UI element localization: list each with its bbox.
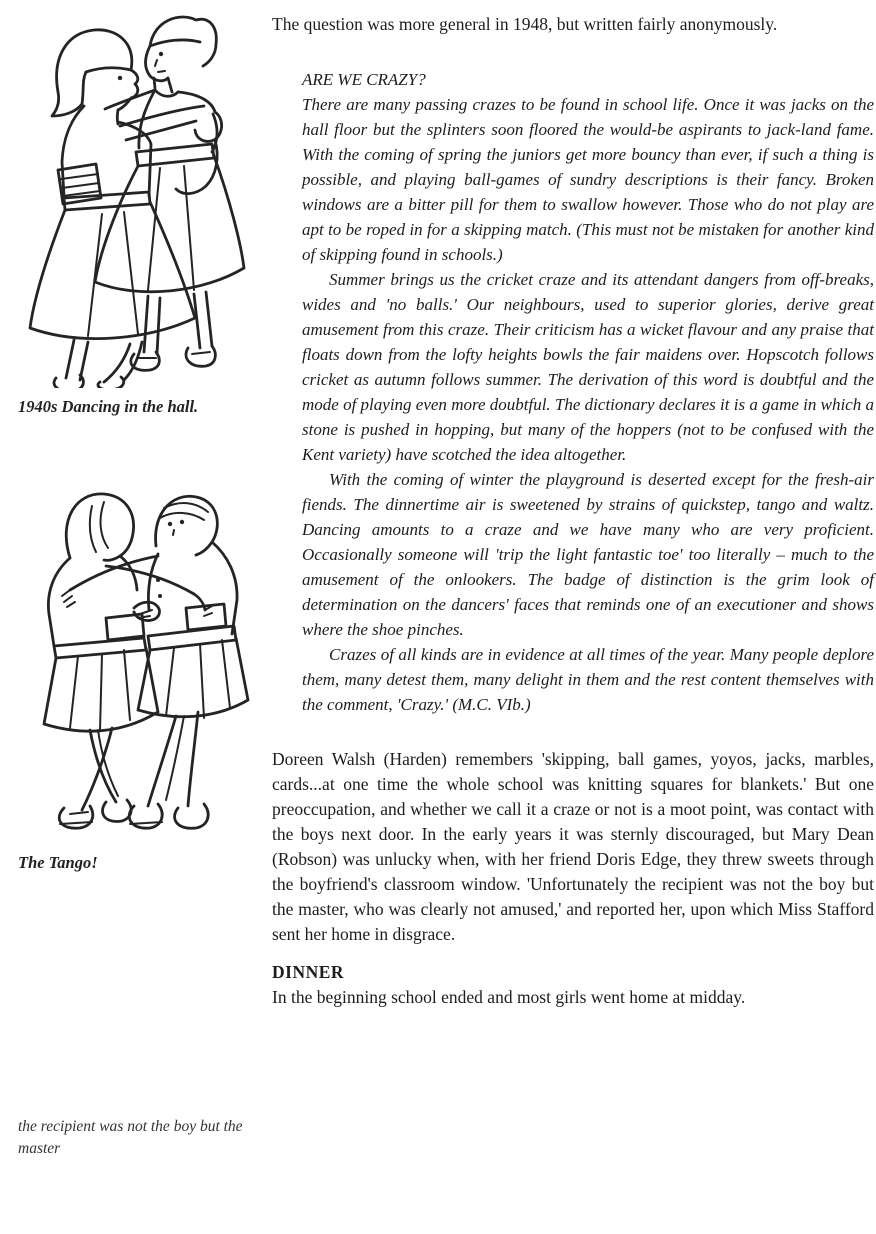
tango-couple-drawing [8, 458, 260, 840]
quote-paragraph: Summer brings us the cricket craze and its attendant dangers from off-breaks, wides and 'no balls.' Our neighbours, used to superior glories, derive great amusement from this craze. Their criticism has a wicket flavour and any praise that floats down from the lofty heights bowls the fair maidens over. Hopscotch follows cricket as autumn follows summer. The derivation of this word is doubtful and the mode of playing even more doubtful. The dictionary declares it is a game in which a stone is pushed in hopping, but many of the hoppers (not to be confused with the Kent variety) have scotched the idea altogether. [302, 270, 874, 464]
dinner-section-heading: DINNER [272, 962, 345, 982]
quote-paragraph: There are many passing crazes to be found in school life. Once it was jacks on the hall floor but the splinters soon floored the would-be aspirants to jack-land fame. With the coming of spring the juniors get more bouncy than ever, if such a thing is possible, and playing ball-games of sundry descriptions is their fancy. Broken windows are a bitter pill for them to swallow however. Those who do not play are apt to be roped in for a skipping match. (This must not be mistaken for another kind of skipping found in schools.) [302, 95, 874, 264]
dancing-couple-drawing [8, 6, 260, 388]
are-we-crazy-quote [302, 67, 874, 717]
intro-paragraph: The question was more general in 1948, but written fairly anonymously. [272, 14, 778, 34]
illustration1-caption: 1940s Dancing in the hall. [18, 397, 199, 416]
quote-heading: ARE WE CRAZY? [302, 70, 426, 89]
illustration2-caption: The Tango! [18, 853, 98, 872]
tango-couple-illustration [8, 458, 260, 840]
dancing-couple-illustration [8, 6, 260, 388]
doreen-walsh-paragraph: Doreen Walsh (Harden) remembers 'skipping, ball games, yoyos, jacks, marbles, cards...at one time the whole school was knitting squares for blankets.' But one preoccupation, and whether we call it a craze or not is a moot point, was contact with the boys next door. In the early years it was sternly discouraged, but Mary Dean (Robson) was unlucky when, with her friend Doris Edge, they threw sweets through the boyfriend's classroom window. 'Unfortunately the recipient was not the boy but the master, who was clearly not amused,' and reported her, upon which Miss Stafford sent her home in disgrace. [272, 749, 874, 944]
quote-paragraph: With the coming of winter the playground is deserted except for the fresh-air fiends. The dinnertime air is sweetened by strains of quickstep, tango and waltz. Dancing amounts to a craze and we have many who are very proficient. Occasionally someone will 'trip the light fantastic toe' too literally – much to the amusement of the onlookers. The badge of distinction is the grim look of determination on the dancers' faces that reminds one of an executioner and shows where the shoe pinches. [302, 470, 874, 639]
margin-note: the recipient was not the boy but the master [18, 1118, 243, 1157]
main-text-column [272, 12, 874, 1010]
quote-paragraph: Crazes of all kinds are in evidence at all times of the year. Many people deplore them, many detest them, many delight in them and the rest content themselves with the comment, 'Crazy.' (M.C. VIb.) [302, 645, 874, 714]
dinner-paragraph: In the beginning school ended and most girls went home at midday. [272, 987, 746, 1007]
